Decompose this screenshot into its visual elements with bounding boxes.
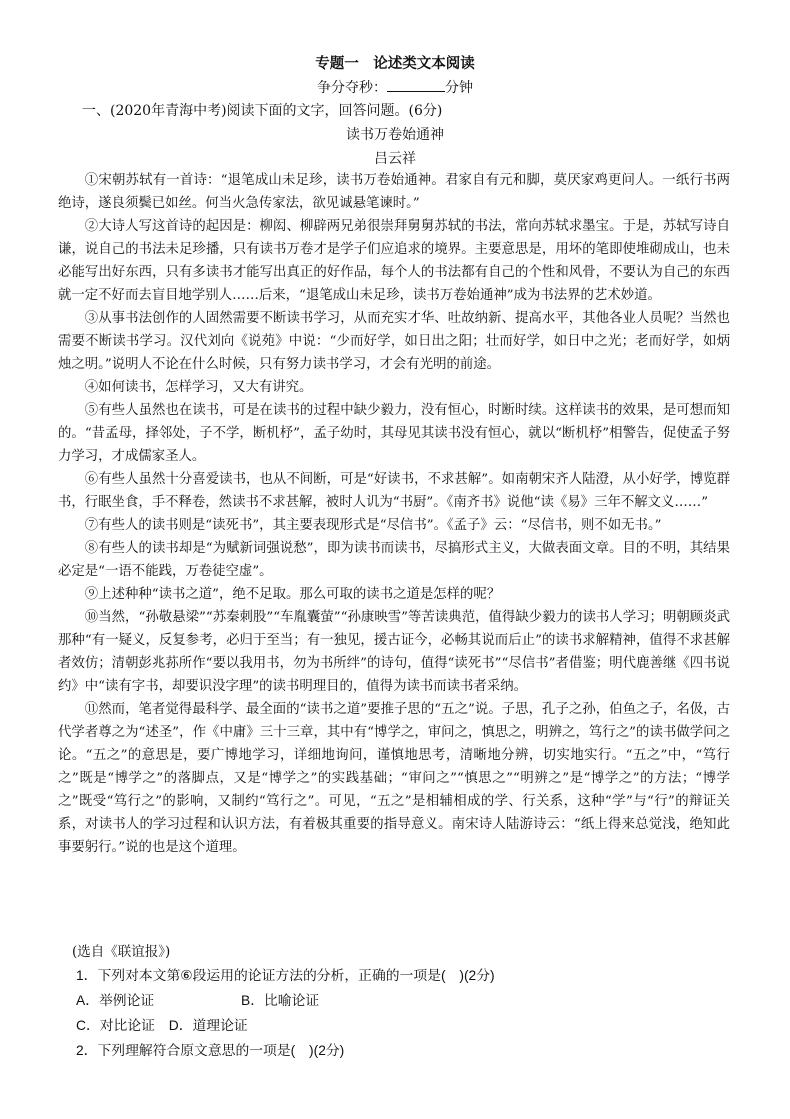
paragraph-4: ④如何读书，怎样学习，又大有讲究。 (84, 380, 313, 395)
time-limit-line (0, 77, 790, 97)
paragraph-6: ⑥有些人虽然十分喜爱读书，也从不间断，可是“好读书，不求甚解”。如南朝宋齐人陆澄，从小好学，博览群书，行眠坐食，手不释卷，然读书不求甚解，被时人讥为“书厨”。《南齐书》说他“读《易》三年不解文义……” (58, 472, 730, 510)
essay-author: 吕云祥 (374, 151, 416, 167)
paragraph-2: ②大诗人写这首诗的起因是：柳闳、柳辟两兄弟很崇拜舅舅苏轼的书法，常向苏轼求墨宝。于是，苏轼写诗自谦，说自己的书法未足珍播，只有读书万卷才是学子们应追求的境界。主要意思是，用坏的笔即使堆砌成山，也未必能写出好东西，只有多读书才能写出真正的好作品，每个人的书法都有自己的个性和风骨，不要认为自己的东西就一定不好而去盲目地学别人……后来，“退笔成山未足珍，读书万卷始通神”成为书法界的艺术妙道。 (58, 219, 730, 303)
paragraph-11: ⑪然而，笔者觉得最科学、最全面的“读书之道”要推子思的“五之”说。子思，孔子之孙，伯鱼之子，名伋，古代学者尊之为“述圣”，作《中庸》三十三章，其中有“博学之，审问之，慎思之，明辨之，笃行之”的读书做学问之论。“五之”的意思是，要广博地学习，详细地询问，谨慎地思考，清晰地分辨，切实地实行。“五之”中，“笃行之”既是“博学之”的落脚点，又是“博学之”的实践基础；“审问之”“慎思之”“明辨之”是“博学之”的方法；“博学之”既受“笃行之”的影响，又制约“笃行之”。可见，“五之”是相辅相成的学、行关系，这种“学”与“行”的辩证关系，对读书人的学习过程和认识方法，有着极其重要的指导意义。南宋诗人陆游诗云：“纸上得来总觉浅，绝知此事要躬行。”说的也是这个道理。 (58, 702, 730, 855)
paragraph-9: ⑨上述种种“读书之道”，绝不足取。那么可取的读书之道是怎样的呢？ (84, 587, 501, 602)
essay-body (58, 169, 730, 859)
paragraph-5: ⑤有些人虽然也在读书，可是在读书的过程中缺少毅力，没有恒心，时断时续。这样读书的效果，是可想而知的。“昔孟母，择邻处，子不学，断机杼”，孟子幼时，其母见其读书没有恒心，就以“断机杼”相警告，促使孟子努力学习，才成儒家圣人。 (58, 403, 730, 464)
time-unit: 分钟 (445, 80, 473, 96)
time-label: 争分夺秒： (317, 80, 387, 96)
option-c-d[interactable]: C．对比论证 D．道理论证 (76, 1018, 248, 1033)
paragraph-8: ⑧有些人的读书却是“为赋新词强说愁”，即为读书而读书，尽搞形式主义，大做表面文章。目的不明，其结果必定是“一语不能践，万卷徒空虚”。 (58, 541, 730, 579)
essay-source: (选自《联谊报》) (72, 944, 171, 960)
paragraph-7: ⑦有些人的读书则是“读死书”，其主要表现形式是“尽信书”。《孟子》云：“尽信书，则不如无书。” (84, 518, 662, 533)
question-2-stem: 2．下列理解符合原文意思的一项是( )(2分) (76, 1043, 345, 1058)
question-group-heading: 一、(2020年青海中考)阅读下面的文字，回答问题。(6分) (82, 103, 443, 119)
page-title: 专题一 论述类文本阅读 (315, 55, 475, 72)
essay-title: 读书万卷始通神 (346, 127, 444, 143)
question-1-stem: 1．下列对本文第⑥段运用的论证方法的分析，正确的一项是( )(2分) (76, 968, 495, 983)
paragraph-1: ①宋朝苏轼有一首诗：“退笔成山未足珍，读书万卷始通神。君家自有元和脚，莫厌家鸡更问人。一纸行书两绝诗，遂良须鬓已如丝。何当火急传家法，欲见诚悬笔谏时。” (58, 173, 730, 211)
option-a[interactable]: A．举例论证 (76, 993, 155, 1008)
option-b[interactable]: B．比喻论证 (241, 993, 320, 1008)
paragraph-10: ⑩当然，“孙敬悬梁”“苏秦刺股”“车胤囊萤”“孙康映雪”等苦读典范，值得缺少毅力的读书人学习；明朝顾炎武那种“有一疑义，反复参考，必归于至当；有一独见，援古证今，必畅其说而后止”的读书求解精神，值得不求甚解者效仿；清朝彭兆荪所作“要以我用书，勿为书所绊”的诗句，值得“读死书”“尽信书”者借鉴；明代鹿善继《四书说约》中“读有字书，却要识没字理”的读书明理目的，值得为读书而读书者采纳。 (58, 610, 730, 694)
paragraph-3: ③从事书法创作的人固然需要不断读书学习，从而充实才华、吐故纳新、提高水平，其他各业人员呢？当然也需要不断读书学习。汉代刘向《说苑》中说：“少而好学，如日出之阳；壮而好学，如日中之光；老而好学，如炳烛之明。”说明人不论在什么时候，只有努力读书学习，才会有光明的前途。 (58, 311, 730, 372)
time-blank[interactable] (387, 79, 445, 92)
question-1-options-ab (76, 989, 736, 1009)
